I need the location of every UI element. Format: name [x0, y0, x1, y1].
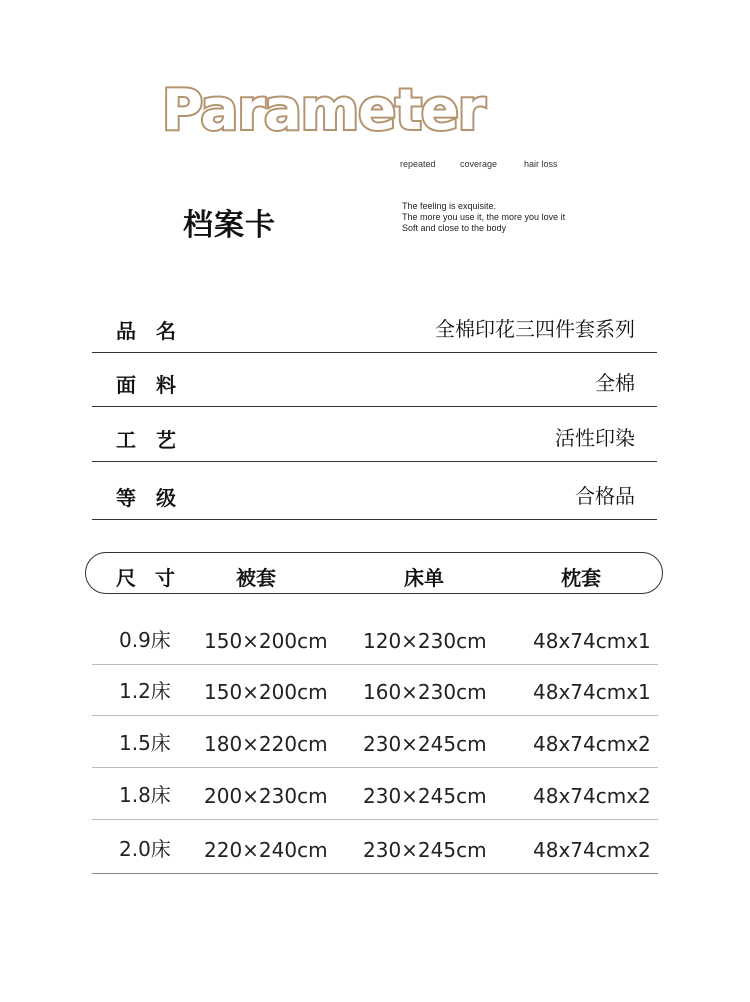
tagline-line-2: The more you use it, the more you love it	[402, 212, 566, 222]
spec-value: 合格品	[575, 484, 635, 508]
tag-hair-loss: hair loss	[524, 159, 558, 169]
spec-label: 等级	[116, 486, 196, 510]
table-row	[92, 716, 658, 768]
cell-duvet-cover: 200×230cm	[204, 784, 328, 808]
header-duvet-cover: 被套	[236, 566, 276, 590]
cell-bed-size: 2.0床	[119, 837, 171, 861]
tagline-line-1: The feeling is exquisite.	[402, 201, 497, 211]
header-pillowcase: 枕套	[561, 566, 601, 590]
table-row	[92, 768, 658, 820]
cell-pillowcase: 48x74cmx1	[533, 629, 651, 653]
cell-bed-sheet: 230×245cm	[363, 838, 487, 862]
header-size: 尺 寸	[116, 566, 181, 590]
cell-pillowcase: 48x74cmx2	[533, 732, 651, 756]
cell-bed-sheet: 120×230cm	[363, 629, 487, 653]
tag-repeated: repeated	[400, 159, 436, 169]
spec-value: 活性印染	[555, 426, 635, 450]
cell-duvet-cover: 180×220cm	[204, 732, 328, 756]
table-row	[92, 664, 658, 716]
cell-pillowcase: 48x74cmx1	[533, 680, 651, 704]
tagline-line-3: Soft and close to the body	[402, 223, 507, 233]
table-row	[92, 822, 658, 874]
cell-pillowcase: 48x74cmx2	[533, 838, 651, 862]
cell-duvet-cover: 220×240cm	[204, 838, 328, 862]
cell-bed-size: 1.8床	[119, 783, 171, 807]
cell-duvet-cover: 150×200cm	[204, 680, 328, 704]
spec-row-process	[92, 407, 657, 462]
cell-bed-sheet: 160×230cm	[363, 680, 487, 704]
cell-duvet-cover: 150×200cm	[204, 629, 328, 653]
spec-label: 品名	[116, 319, 196, 343]
cell-bed-size: 1.5床	[119, 731, 171, 755]
header-bed-sheet: 床单	[404, 566, 444, 590]
spec-value: 全棉印花三四件套系列	[435, 317, 635, 341]
cell-bed-sheet: 230×245cm	[363, 732, 487, 756]
tagline	[402, 201, 565, 234]
tag-coverage: coverage	[460, 159, 498, 169]
page-title: 档案卡	[183, 208, 276, 243]
size-table-header	[85, 552, 663, 594]
spec-row-product-name	[92, 298, 657, 353]
cell-bed-sheet: 230×245cm	[363, 784, 487, 808]
table-row	[92, 613, 658, 665]
spec-row-grade	[92, 465, 657, 520]
logo-wordmark: Parameter	[162, 78, 485, 143]
cell-bed-size: 0.9床	[119, 628, 171, 652]
cell-bed-size: 1.2床	[119, 679, 171, 703]
spec-row-fabric	[92, 352, 657, 407]
spec-label: 工艺	[116, 428, 196, 452]
spec-label: 面料	[116, 373, 196, 397]
cell-pillowcase: 48x74cmx2	[533, 784, 651, 808]
spec-value: 全棉	[595, 371, 635, 395]
